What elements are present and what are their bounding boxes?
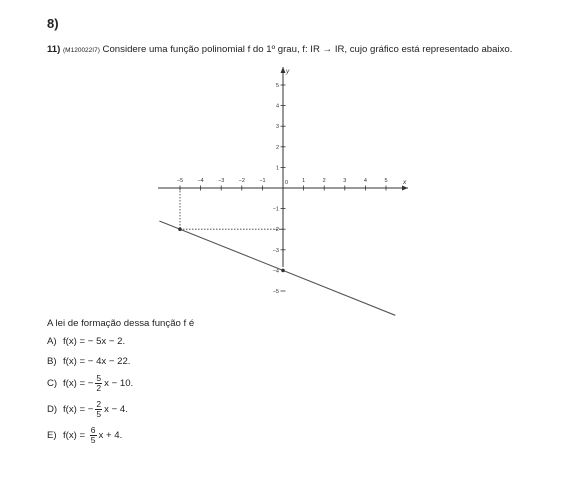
option-b[interactable] (47, 356, 130, 367)
graph-point (281, 269, 285, 273)
x-axis-label: x (403, 179, 407, 186)
option-letter: B) (47, 356, 57, 367)
y-axis-label: y (286, 68, 290, 75)
x-tick-label: −3 (218, 178, 225, 184)
option-fraction (95, 400, 102, 419)
option-pre: − (87, 378, 94, 389)
option-letter: D) (47, 404, 58, 415)
y-tick-label: −2 (272, 227, 279, 234)
option-d[interactable] (47, 400, 128, 419)
statement-text: Considere uma função polinomial f do 1º grau, f: IR → IR, cujo gráfico está representado abaixo. (102, 44, 513, 55)
option-c[interactable] (47, 374, 133, 393)
item-code: (M120022I7) (63, 47, 100, 54)
option-e[interactable] (47, 426, 122, 445)
x-tick-label: 2 (322, 178, 326, 184)
item-number: 11) (47, 44, 61, 55)
x-tick-label: 4 (363, 178, 367, 184)
graph-point (178, 227, 182, 231)
fraction-numerator: 2 (96, 399, 102, 409)
fraction-denominator: 5 (96, 409, 102, 419)
y-axis-arrow (281, 67, 286, 73)
x-tick-label: 1 (302, 178, 306, 184)
option-pre: − 4x − 22. (87, 356, 131, 367)
option-letter: E) (47, 430, 57, 441)
function-line (159, 221, 395, 315)
fraction-numerator: 5 (96, 373, 102, 383)
y-tick-label: 3 (275, 124, 279, 131)
option-fraction (90, 426, 97, 445)
option-letter: C) (47, 378, 58, 389)
y-tick-label: 4 (275, 103, 279, 110)
x-tick-label: −4 (197, 178, 204, 184)
question-statement (47, 44, 512, 55)
y-tick-label: 2 (275, 144, 279, 151)
x-tick-label: −2 (238, 178, 245, 184)
answer-prompt: A lei de formação dessa função f é (47, 318, 195, 329)
y-tick-label: −1 (272, 206, 279, 213)
y-tick-label: −3 (272, 247, 279, 254)
option-lhs: f(x) = (63, 430, 86, 441)
fraction-numerator: 6 (90, 425, 96, 435)
question-number: 8) (47, 16, 59, 31)
option-post: x − 4. (104, 404, 128, 415)
y-tick-label: 1 (275, 165, 279, 172)
x-tick-label: 3 (343, 178, 347, 184)
x-axis-arrow (402, 186, 408, 191)
option-a[interactable] (47, 336, 125, 347)
option-pre: − 5x − 2. (87, 336, 126, 347)
y-intercept-label: −4 (272, 268, 279, 275)
y-tick-label: −5 (272, 289, 279, 295)
option-lhs: f(x) = (63, 336, 86, 347)
option-fraction (95, 374, 102, 393)
option-post: x − 10. (104, 378, 134, 389)
origin-label: 0 (285, 180, 289, 186)
option-post: x + 4. (98, 430, 123, 441)
option-lhs: f(x) = (63, 356, 86, 367)
function-graph (150, 60, 407, 312)
y-tick-label: 5 (275, 83, 279, 89)
option-pre: − (87, 404, 94, 415)
x-tick-label: −1 (259, 178, 266, 184)
option-lhs: f(x) = (63, 404, 86, 415)
fraction-denominator: 5 (90, 435, 96, 445)
option-letter: A) (47, 336, 57, 347)
x-tick-label: 5 (384, 178, 388, 184)
x-tick-label: −5 (176, 178, 184, 184)
fraction-denominator: 2 (96, 383, 102, 393)
option-lhs: f(x) = (63, 378, 86, 389)
